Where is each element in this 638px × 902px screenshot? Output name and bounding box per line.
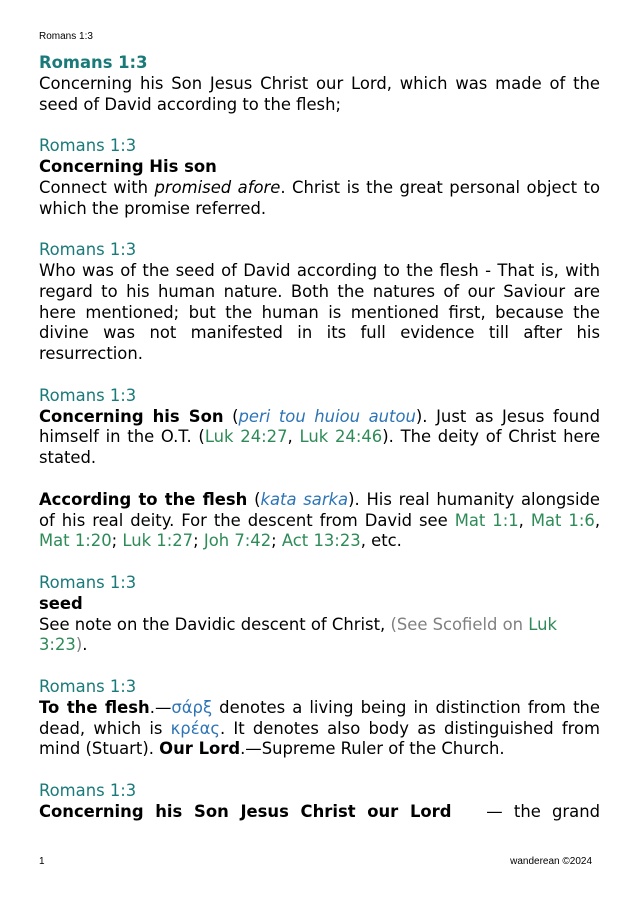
text-run: .— xyxy=(149,697,172,717)
commentary-section-5 xyxy=(39,677,600,760)
text-run: .—Supreme Ruler of the Church. xyxy=(240,739,505,759)
page-number: 1 xyxy=(39,856,45,867)
text-run: , xyxy=(287,427,300,447)
commentary-section-6 xyxy=(39,781,600,823)
commentary-section-4 xyxy=(39,573,600,656)
text-run: . xyxy=(82,635,88,655)
greek-word: κρέας xyxy=(170,718,220,738)
section-paragraph xyxy=(39,490,600,552)
verse-text: Concerning his Son Jesus Christ our Lord, which was made of the seed of David according to the flesh; xyxy=(39,73,600,114)
text-run: denotes a living being in distinction from the dead, which is xyxy=(39,697,600,738)
greek-transliteration: kata sarka xyxy=(260,489,349,509)
commentary-section-1 xyxy=(39,136,600,219)
text-run: ( xyxy=(223,406,239,426)
section-paragraph xyxy=(39,407,600,469)
text-run: , etc. xyxy=(360,531,402,551)
verse-reference: Romans 1:3 xyxy=(39,53,148,72)
text-run: ). The deity of Christ here stated. xyxy=(39,427,601,468)
text-run: ; xyxy=(271,531,282,551)
text-run: — the grand xyxy=(486,801,600,821)
section-reference: Romans 1:3 xyxy=(39,572,137,592)
text-run: ). His real humanity alongside of his real deity. For the descent from David see xyxy=(39,489,600,530)
section-reference: Romans 1:3 xyxy=(39,676,137,696)
section-reference: Romans 1:3 xyxy=(39,780,137,800)
bold-term: Concerning his Son xyxy=(39,406,224,426)
bold-term: Our Lord xyxy=(159,739,241,759)
bold-term: To the flesh xyxy=(39,697,150,717)
text-run: . Christ is the great personal object to which the promise referred. xyxy=(39,177,600,218)
note-text: ) xyxy=(75,635,83,655)
section-paragraph xyxy=(39,802,600,823)
section-text xyxy=(39,615,600,657)
commentary-section-2 xyxy=(39,240,600,365)
section-reference: Romans 1:3 xyxy=(39,385,137,405)
text-run: ; xyxy=(111,531,123,551)
greek-word: σάρξ xyxy=(171,697,213,717)
section-text xyxy=(39,178,600,220)
scripture-link[interactable]: Mat 1:1 xyxy=(454,510,519,530)
text-run: ). Just as Jesus found himself in the O.T. ( xyxy=(39,406,600,447)
greek-transliteration: peri tou huiou autou xyxy=(238,406,416,426)
bold-term: Concerning his Son Jesus Christ our Lord xyxy=(39,801,452,821)
section-heading: seed xyxy=(39,593,83,613)
note-text: (See Scofield on xyxy=(390,614,529,634)
footer-credit: wanderean ©2024 xyxy=(510,856,592,867)
text-run: , xyxy=(594,510,601,530)
scripture-link[interactable]: Luk 24:46 xyxy=(299,427,383,447)
scripture-link[interactable]: Luk 24:27 xyxy=(204,427,288,447)
text-run: Connect with xyxy=(39,177,155,197)
bold-term: According to the flesh xyxy=(39,489,248,509)
commentary-body xyxy=(39,53,600,843)
scripture-link[interactable]: Act 13:23 xyxy=(281,531,361,551)
text-run: ; xyxy=(193,531,204,551)
section-heading: Concerning His son xyxy=(39,156,217,176)
scripture-link[interactable]: Mat 1:6 xyxy=(530,510,595,530)
verse-block xyxy=(39,53,600,115)
scripture-link[interactable]: Luk 1:27 xyxy=(122,531,194,551)
text-run: ( xyxy=(247,489,261,509)
section-text: Who was of the seed of David according to the flesh - That is, with regard to his human nature. Both the natures of our Saviour are here mentioned; but the human is mentioned first, because the divine was not manifested in its full evidence till after his resurrection. xyxy=(39,260,600,364)
commentary-section-3 xyxy=(39,386,600,552)
section-reference: Romans 1:3 xyxy=(39,136,137,156)
scripture-link[interactable]: Mat 1:20 xyxy=(39,531,112,551)
text-run: See note on the Davidic descent of Christ, xyxy=(39,614,391,634)
text-run: , xyxy=(518,510,531,530)
section-paragraph xyxy=(39,698,600,760)
section-reference: Romans 1:3 xyxy=(39,240,137,260)
scripture-link[interactable]: Joh 7:42 xyxy=(203,531,272,551)
text-run: . It denotes also body as distinguished from mind (Stuart). xyxy=(39,718,600,759)
emphasis-text: promised afore xyxy=(154,177,281,197)
running-header: Romans 1:3 xyxy=(39,31,93,42)
scripture-link[interactable]: Luk 3:23 xyxy=(39,614,557,655)
